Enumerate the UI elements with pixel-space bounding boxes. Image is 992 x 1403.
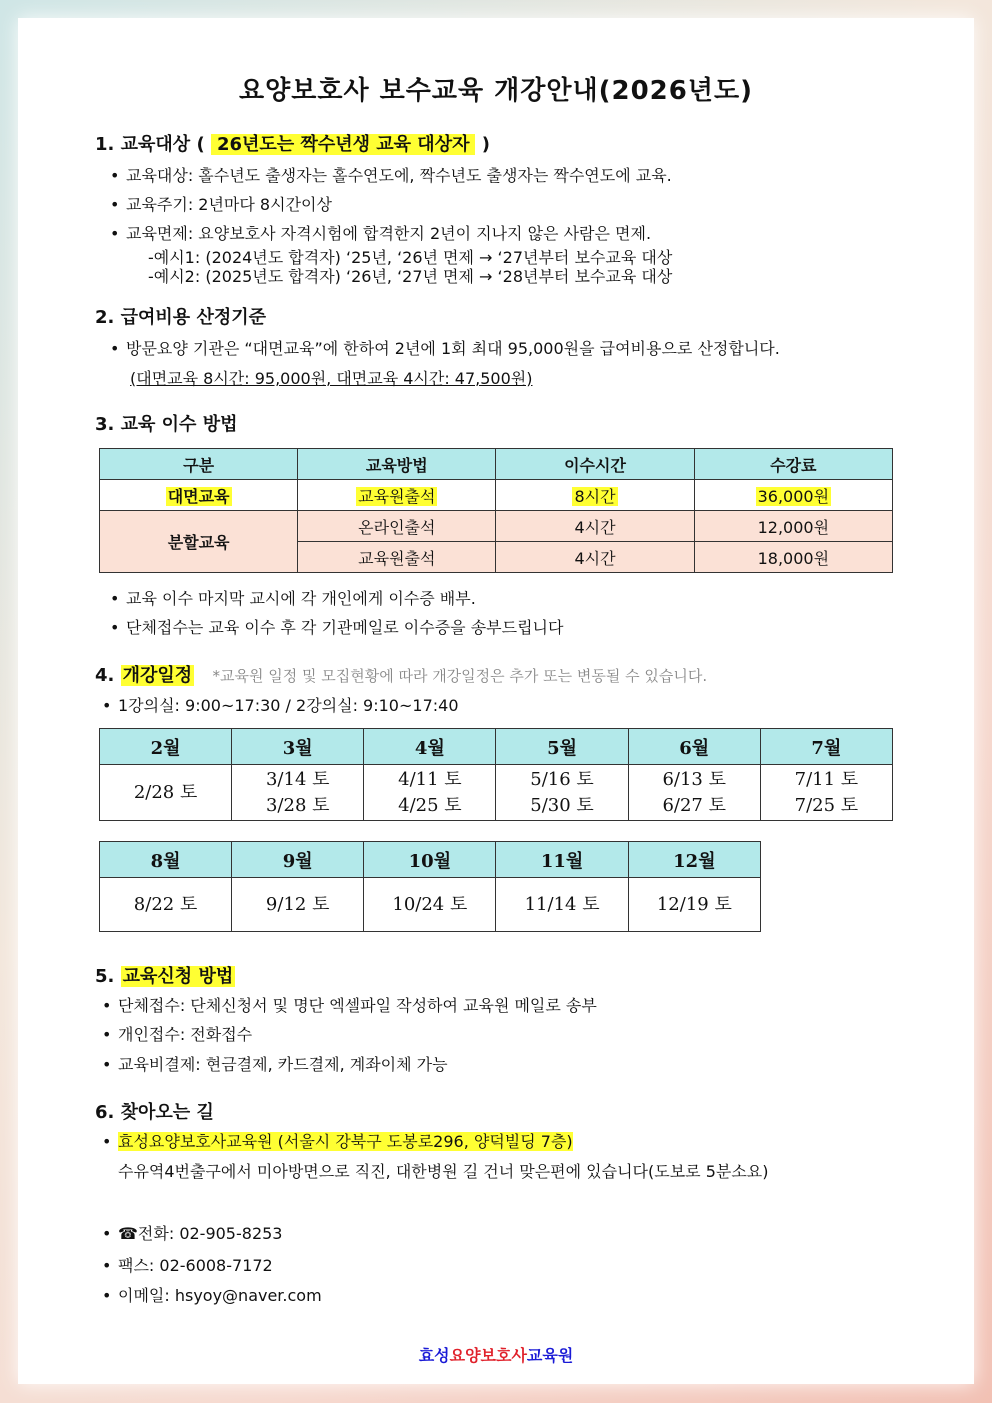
date-cell: 3/14 토 3/28 토	[232, 765, 364, 821]
phone-line: • ☎전화: 02-905-8253	[102, 1224, 283, 1243]
list-item: • 효성요양보호사교육원 (서울시 강북구 도봉로296, 양덕빌딩 7층)	[102, 1132, 573, 1151]
month-header: 9월	[232, 842, 364, 878]
month-header: 7월	[760, 729, 892, 765]
month-header: 12월	[628, 842, 760, 878]
table-row: 교육원출석 4시간 18,000원	[100, 542, 893, 573]
list-item: • 방문요양 기관은 “대면교육”에 한하여 2년에 1회 최대 95,000원을 급여비용으로 산정합니다.	[110, 339, 780, 358]
document-page	[18, 18, 974, 1384]
completion-table	[99, 448, 893, 573]
schedule-note: *교육원 일정 및 모집현황에 따라 개강일정은 추가 또는 변동될 수 있습니다.	[212, 667, 708, 685]
date-cell: 4/11 토 4/25 토	[364, 765, 496, 821]
table-row	[100, 765, 893, 821]
footer-org-name: 효성요양보호사교육원	[418, 1346, 574, 1365]
table-row: 분할교육 온라인출석 4시간 12,000원	[100, 511, 893, 542]
example-2: -예시2: (2025년도 합격자) ‘26년, ‘27년 면제 → ‘28년부터 보수교육 대상	[148, 267, 673, 286]
month-header: 6월	[628, 729, 760, 765]
table-header: 이수시간	[496, 449, 694, 480]
list-item: • 교육면제: 요양보호사 자격시험에 합격한지 2년이 지나지 않은 사람은 면제.	[110, 224, 652, 243]
section-1-highlight: 26년도는 짝수년생 교육 대상자	[211, 134, 476, 155]
list-item: • 단체접수: 단체신청서 및 명단 엑셀파일 작성하여 교육원 메일로 송부	[102, 996, 597, 1015]
split-education-label: 분할교육	[100, 511, 298, 573]
table-row	[100, 878, 761, 932]
date-cell: 11/14 토	[496, 878, 628, 932]
table-header: 수강료	[694, 449, 892, 480]
email-line: • 이메일: hsyoy@naver.com	[102, 1286, 322, 1305]
date-cell: 7/11 토 7/25 토	[760, 765, 892, 821]
date-cell: 9/12 토	[232, 878, 364, 932]
fax-line: • 팩스: 02-6008-7172	[102, 1256, 273, 1275]
list-item: • 개인접수: 전화접수	[102, 1025, 253, 1044]
directions: 수유역4번출구에서 미아방면으로 직진, 대한병원 길 건너 맞은편에 있습니다(도보로 5분소요)	[118, 1162, 769, 1181]
month-header: 5월	[496, 729, 628, 765]
list-item: • 교육 이수 마지막 교시에 각 개인에게 이수증 배부.	[110, 589, 476, 608]
schedule-table-1	[99, 728, 893, 821]
date-cell: 12/19 토	[628, 878, 760, 932]
section-4-heading: 4. 개강일정 *교육원 일정 및 모집현황에 따라 개강일정은 추가 또는 변동될 수 있습니다.	[95, 665, 708, 686]
list-item: • 교육비결제: 현금결제, 카드결제, 계좌이체 가능	[102, 1055, 448, 1074]
section-2-heading: 2. 급여비용 산정기준	[95, 307, 266, 328]
example-1: -예시1: (2024년도 합격자) ‘25년, ‘26년 면제 → ‘27년부터 보수교육 대상	[148, 248, 673, 267]
fee-note: (대면교육 8시간: 95,000원, 대면교육 4시간: 47,500원)	[130, 369, 533, 388]
date-cell: 5/16 토 5/30 토	[496, 765, 628, 821]
section-1-heading: 1. 교육대상 ( 26년도는 짝수년생 교육 대상자 )	[95, 134, 490, 155]
section-5-heading: 5. 교육신청 방법	[95, 966, 234, 987]
page-title: 요양보호사 보수교육 개강안내(2026년도)	[239, 76, 753, 106]
month-header: 8월	[100, 842, 232, 878]
month-header: 11월	[496, 842, 628, 878]
list-item: • 교육주기: 2년마다 8시간이상	[110, 195, 332, 214]
list-item: • 단체접수는 교육 이수 후 각 기관메일로 이수증을 송부드립니다	[110, 618, 564, 637]
address: 효성요양보호사교육원 (서울시 강북구 도봉로296, 양덕빌딩 7층)	[118, 1132, 573, 1151]
list-item: • 1강의실: 9:00~17:30 / 2강의실: 9:10~17:40	[102, 696, 459, 715]
date-cell: 2/28 토	[100, 765, 232, 821]
month-header: 3월	[232, 729, 364, 765]
month-header: 10월	[364, 842, 496, 878]
schedule-table-2	[99, 841, 761, 932]
section-3-heading: 3. 교육 이수 방법	[95, 414, 238, 435]
date-cell: 10/24 토	[364, 878, 496, 932]
in-person-label: 대면교육	[167, 486, 230, 506]
section-6-heading: 6. 찾아오는 길	[95, 1102, 214, 1123]
table-header: 교육방법	[298, 449, 496, 480]
table-row: 대면교육 교육원출석 8시간 36,000원	[100, 480, 893, 511]
month-header: 2월	[100, 729, 232, 765]
list-item: • 교육대상: 홀수년도 출생자는 홀수연도에, 짝수년도 출생자는 짝수연도에 교육.	[110, 166, 672, 185]
date-cell: 6/13 토 6/27 토	[628, 765, 760, 821]
date-cell: 8/22 토	[100, 878, 232, 932]
month-header: 4월	[364, 729, 496, 765]
table-header: 구분	[100, 449, 298, 480]
